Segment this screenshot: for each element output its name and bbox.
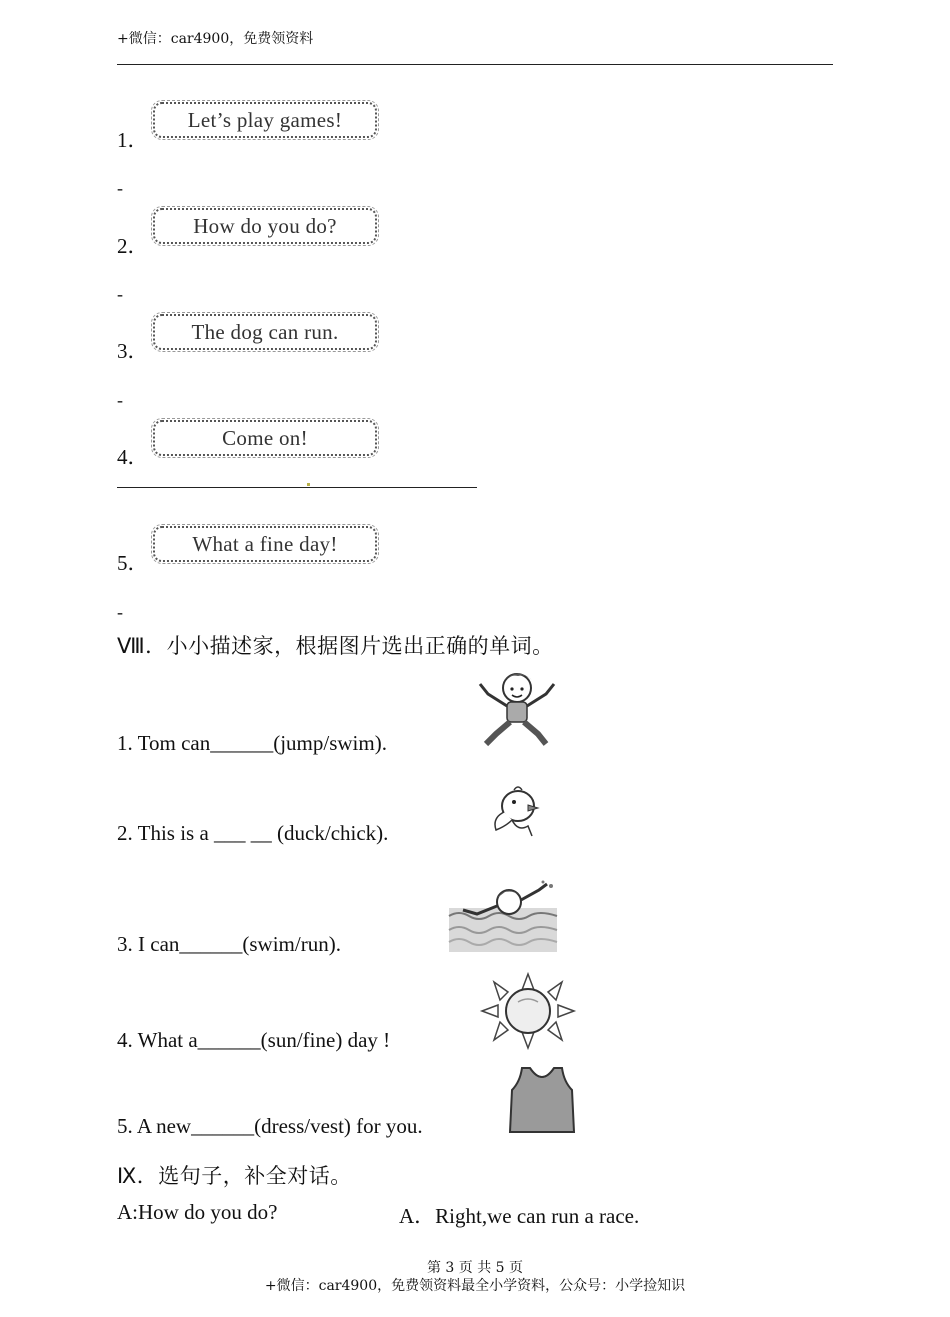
question-options: (jump/swim). bbox=[273, 731, 387, 755]
answer-underline-4 bbox=[117, 487, 477, 488]
question-options: (sun/fine) day ! bbox=[260, 1028, 391, 1052]
header-divider bbox=[117, 64, 833, 65]
question-prefix: 4. What a bbox=[117, 1028, 198, 1052]
mark bbox=[307, 483, 310, 486]
question-5 bbox=[117, 1114, 423, 1139]
sentence-card-1: Let’s play games! bbox=[153, 102, 377, 138]
item-number: 5． bbox=[117, 551, 149, 575]
question-prefix: 1. Tom can bbox=[117, 731, 211, 755]
answer-blank[interactable]: ______ bbox=[197, 1028, 261, 1052]
sentence-card-2: How do you do? bbox=[153, 208, 377, 244]
boy-swimming-picture bbox=[447, 880, 559, 954]
option-a: A．Right,we can run a race. bbox=[399, 1204, 640, 1228]
item-number: 2． bbox=[117, 234, 149, 258]
question-options: (swim/run). bbox=[242, 932, 341, 956]
question-1 bbox=[117, 731, 387, 756]
footer-text: +微信：car4900，免费领资料最全小学资料，公众号：小学捡知识 bbox=[264, 1278, 686, 1294]
dialogue-line: A:How do you do? bbox=[117, 1200, 278, 1224]
answer-blank[interactable]: ______ bbox=[179, 932, 243, 956]
item-number: 1． bbox=[117, 128, 149, 152]
answer-line-1: - bbox=[117, 178, 123, 198]
question-3 bbox=[117, 932, 341, 957]
boy-jumping-picture bbox=[474, 666, 564, 754]
chick-picture bbox=[488, 782, 548, 840]
item-number: 4． bbox=[117, 445, 149, 469]
answer-line-3: - bbox=[117, 390, 123, 410]
question-prefix: 3. I can bbox=[117, 932, 180, 956]
sentence-card-4: Come on! bbox=[153, 420, 377, 456]
header-text: +微信：car4900，免费领资料 bbox=[117, 31, 314, 47]
answer-line-5: - bbox=[117, 602, 123, 622]
page-number: 第 3 页 共 5 页 bbox=[426, 1260, 524, 1276]
sun-picture bbox=[478, 972, 578, 1050]
answer-line-2: - bbox=[117, 284, 123, 304]
item-number: 3． bbox=[117, 339, 149, 363]
sentence-card-5: What a fine day! bbox=[153, 526, 377, 562]
answer-blank[interactable]: ___ __ bbox=[208, 821, 272, 845]
question-options: (dress/vest) for you. bbox=[254, 1114, 423, 1138]
section-title-9: Ⅸ．选句子，补全对话。 bbox=[117, 1164, 352, 1188]
vest-picture bbox=[504, 1064, 580, 1136]
question-2 bbox=[117, 821, 388, 846]
answer-blank[interactable]: ______ bbox=[210, 731, 274, 755]
question-prefix: 2. This is a bbox=[117, 821, 209, 845]
question-prefix: 5. A new bbox=[117, 1114, 192, 1138]
section-title-8: Ⅷ．小小描述家，根据图片选出正确的单词。 bbox=[117, 634, 554, 658]
question-4 bbox=[117, 1028, 390, 1053]
answer-blank[interactable]: ______ bbox=[191, 1114, 255, 1138]
sentence-card-3: The dog can run. bbox=[153, 314, 377, 350]
question-options: (duck/chick). bbox=[271, 821, 389, 845]
